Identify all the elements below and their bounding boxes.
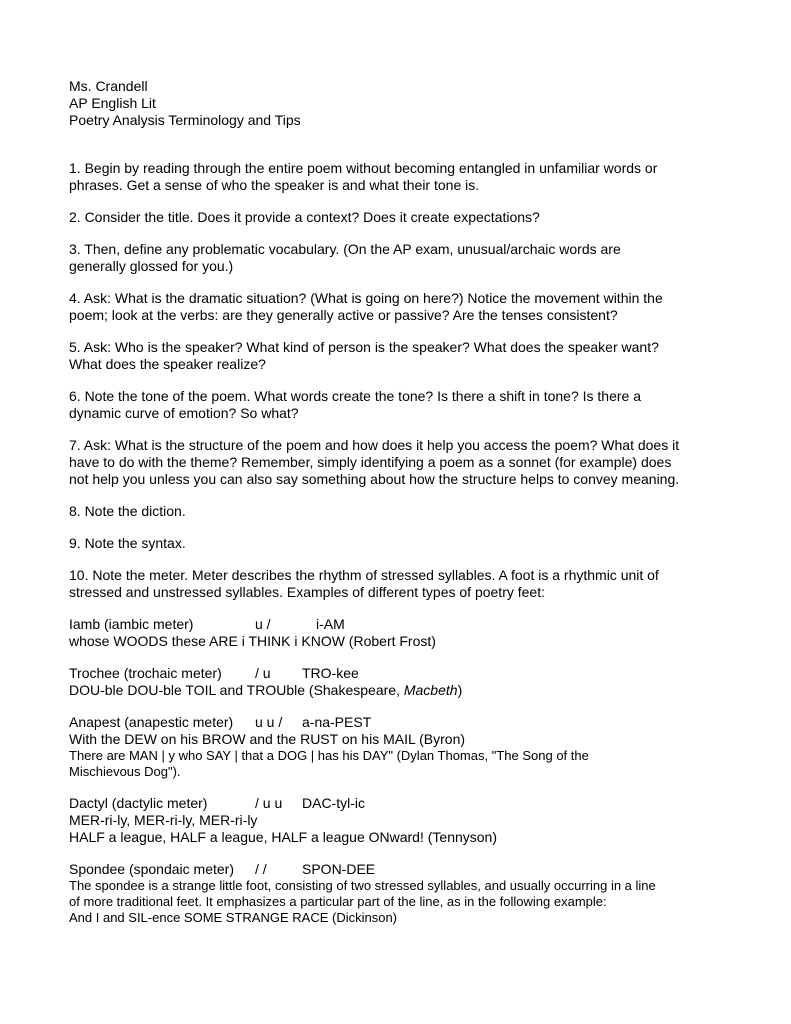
stress-marks: / u u [255,795,283,811]
foot-name: Dactyl (dactylic meter) [69,795,208,811]
foot-name: Iamb (iambic meter) [69,616,194,632]
document-page [69,78,729,926]
pronunciation: a-na-PEST [302,714,372,730]
stress-marks: / / [255,861,267,877]
foot-iamb [69,616,729,650]
stress-marks: u / [255,616,271,632]
document-title: Poetry Analysis Terminology and Tips [69,112,301,128]
play-title: Macbeth [403,682,458,698]
foot-example: Mischievous Dog"). [69,764,181,779]
foot-example: There are MAN | y who SAY | that a DOG | has his DAY" (Dylan Thomas, "The Song of the [69,748,589,763]
tip-3: 3. Then, define any problematic vocabulary. (On the AP exam, unusual/archaic words are generally glossed for you.) [69,241,621,274]
foot-name: Trochee (trochaic meter) [69,665,222,681]
tip-7: 7. Ask: What is the structure of the poem and how does it help you access the poem? What does it have to do with the theme? Remember, simply identifying a poem as a sonnet (for example) does not help you unless you can also say something about how the structure helps to convey meaning. [69,437,680,487]
foot-example: DOU-ble DOU-ble TOIL and TROUble (Shakespeare, Macbeth) [69,682,463,698]
course-name: AP English Lit [69,95,156,111]
foot-heading [69,665,729,682]
foot-example: And I and SIL-ence SOME STRANGE RACE (Dickinson) [69,910,398,925]
foot-name: Spondee (spondaic meter) [69,861,234,877]
pronunciation: DAC-tyl-ic [302,795,365,811]
stress-marks: / u [255,665,271,681]
foot-heading [69,714,729,731]
foot-description: of more traditional feet. It emphasizes a particular part of the line, as in the following example: [69,894,607,909]
foot-heading [69,795,729,812]
foot-example: MER-ri-ly, MER-ri-ly, MER-ri-ly [69,812,258,828]
foot-spondee [69,861,729,926]
foot-description: The spondee is a strange little foot, consisting of two stressed syllables, and usually occurring in a line [69,878,656,893]
tip-5: 5. Ask: Who is the speaker? What kind of person is the speaker? What does the speaker want? What does the speaker realize? [69,339,659,372]
foot-example: With the DEW on his BROW and the RUST on his MAIL (Byron) [69,731,466,747]
foot-example: whose WOODS these ARE i THINK i KNOW (Robert Frost) [69,633,436,649]
foot-example: HALF a league, HALF a league, HALF a league ONward! (Tennyson) [69,829,498,845]
tip-8: 8. Note the diction. [69,503,186,519]
pronunciation: i-AM [316,616,345,632]
pronunciation: SPON-DEE [302,861,376,877]
tip-6: 6. Note the tone of the poem. What words create the tone? Is there a shift in tone? Is there a dynamic curve of emotion? So what? [69,388,642,421]
tip-9: 9. Note the syntax. [69,535,186,551]
foot-heading [69,616,729,633]
foot-dactyl [69,795,729,846]
foot-trochee [69,665,729,699]
pronunciation: TRO-kee [302,665,359,681]
stress-marks: u u / [255,714,283,730]
teacher-name: Ms. Crandell [69,78,148,94]
foot-name: Anapest (anapestic meter) [69,714,234,730]
tip-4: 4. Ask: What is the dramatic situation? (What is going on here?) Notice the movement within the poem; look at the verbs: are they generally active or passive? Are the tenses consistent? [69,290,663,323]
foot-anapest [69,714,729,780]
foot-heading [69,861,729,878]
tip-2: 2. Consider the title. Does it provide a context? Does it create expectations? [69,209,540,225]
tip-10: 10. Note the meter. Meter describes the rhythm of stressed syllables. A foot is a rhythmic unit of stressed and unstressed syllables. Examples of different types of poetry feet: [69,567,659,600]
tip-1: 1. Begin by reading through the entire poem without becoming entangled in unfamiliar words or phrases. Get a sense of who the speaker is and what their tone is. [69,160,658,193]
